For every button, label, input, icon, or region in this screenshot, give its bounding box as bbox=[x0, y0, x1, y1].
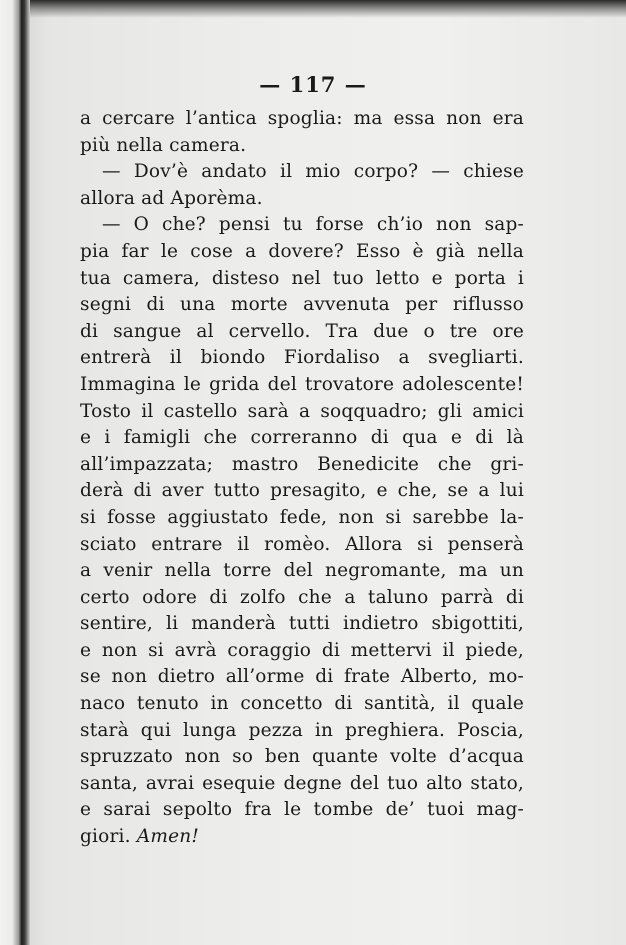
body-text bbox=[80, 106, 524, 851]
text-line: certo odore di zolfo che a taluno parrà di bbox=[80, 586, 524, 608]
text-line: derà di aver tutto presagito, e che, se a lui bbox=[80, 480, 524, 502]
text-line: entrerà il biondo Fiordaliso a svegliarti. bbox=[80, 347, 524, 369]
final-text-line bbox=[80, 824, 524, 851]
final-line-text: giori. bbox=[80, 826, 137, 848]
text-line: a cercare l’antica spoglia: ma essa non era bbox=[80, 108, 524, 129]
text-line: Immagina le grida del trovatore adolescente! bbox=[80, 373, 524, 395]
text-line: all’impazzata; mastro Benedicite che gri- bbox=[80, 453, 524, 475]
text-line: se non dietro all’orme di frate Alberto, mo- bbox=[80, 666, 524, 688]
text-line: spruzzato non so ben quante volte d’acqua bbox=[80, 746, 524, 768]
page-number: — 117 — bbox=[259, 72, 367, 97]
text-line: pia far le cose a dovere? Esso è già nella bbox=[80, 240, 524, 262]
text-line: starà qui lunga pezza in preghiera. Poscia, bbox=[80, 719, 524, 741]
text-line: più nella camera. bbox=[80, 134, 247, 156]
text-line: di sangue al cervello. Tra due o tre ore bbox=[80, 320, 524, 342]
book-spine-shadow bbox=[0, 0, 30, 945]
text-line: santa, avrai esequie degne del tuo alto stato, bbox=[80, 772, 524, 794]
text-line: segni di una morte avvenuta per riflusso bbox=[80, 294, 524, 316]
text-line: — O che? pensi tu forse ch’io non sap- bbox=[102, 214, 524, 236]
text-line: — Dov’è andato il mio corpo? — chiese bbox=[102, 161, 524, 183]
text-line: naco tenuto in concetto di santità, il quale bbox=[80, 693, 524, 715]
text-line: si fosse aggiustato fede, non si sarebbe la- bbox=[80, 506, 524, 528]
text-line: tua camera, disteso nel tuo letto e porta i bbox=[80, 267, 524, 289]
text-line: allora ad Aporèma. bbox=[80, 187, 263, 209]
text-line: Tosto il castello sarà a soqquadro; gli amici bbox=[80, 400, 524, 422]
scan-top-edge bbox=[0, 0, 626, 18]
text-line: e i famigli che correranno di qua e di là bbox=[80, 427, 524, 449]
closing-word: Amen! bbox=[136, 826, 200, 848]
text-line: sentire, li manderà tutti indietro sbigottiti, bbox=[80, 613, 524, 635]
text-line: sciato entrare il romèo. Allora si penserà bbox=[80, 533, 524, 555]
text-line: e non si avrà coraggio di mettervi il piede, bbox=[80, 639, 524, 661]
text-line: a venir nella torre del negromante, ma un bbox=[80, 560, 524, 582]
text-line: e sarai sepolto fra le tombe de’ tuoi mag- bbox=[80, 799, 524, 821]
